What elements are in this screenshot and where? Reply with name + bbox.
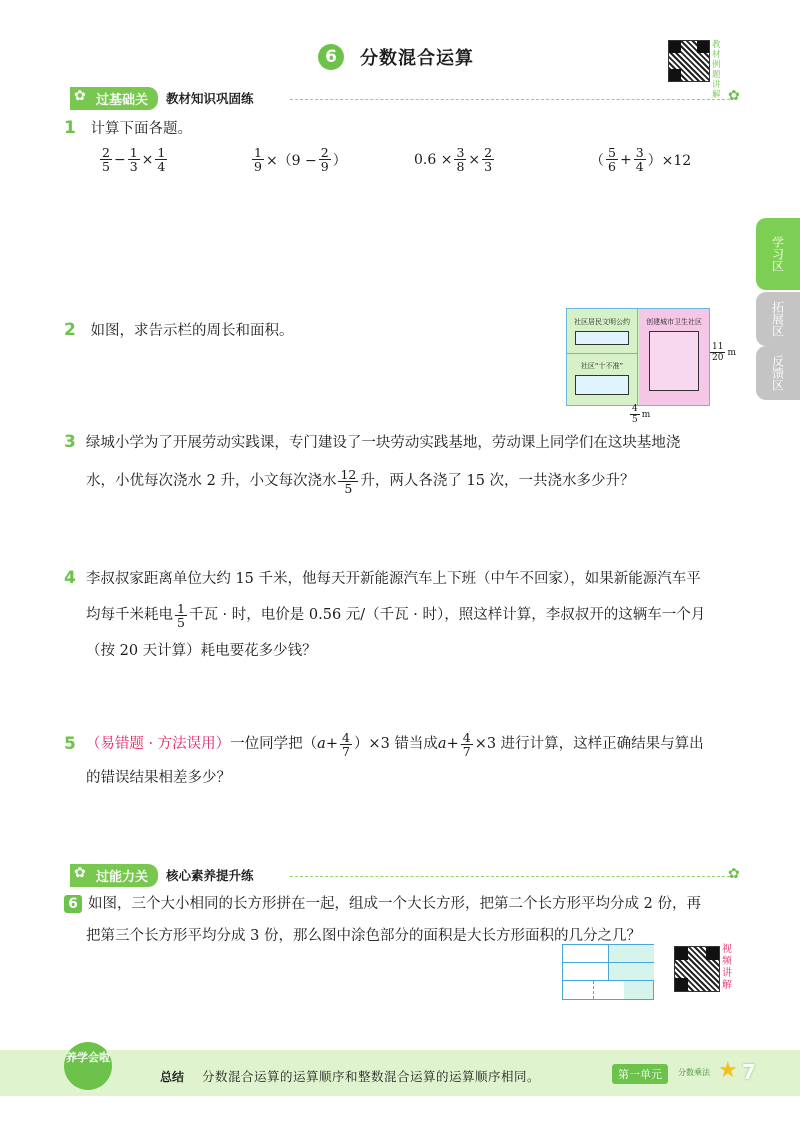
question-number: 2 [64, 320, 76, 340]
footer-logo: 养学会啦 [64, 1042, 112, 1090]
question-1 [64, 112, 192, 145]
expression-3: 0.6 × $\frac{3}{8}$ × $\frac{2}{3}$ [414, 145, 493, 174]
section-tag: ✿ 过基础关 [70, 87, 158, 110]
tab-study-area[interactable]: 学习区 [756, 218, 800, 290]
panel-left-top: 社区居民文明公约 [567, 309, 638, 354]
question-5: 5 （易错题 · 方法误用） 一位同学把（ a + $\frac{4}{7}$ ）×3 错当成 a + $\frac{4}{7}$ ×3 进行计算，这样正确结果与算出 的错误结果相差多少？ [64, 729, 704, 786]
flower-icon: ✿ [74, 864, 86, 881]
video-caption: 视频讲解 [722, 944, 732, 991]
question-number: 4 [64, 568, 76, 588]
question-4: 4 李叔叔家距离单位大约 15 千米，他每天开新能源汽车上下班（中午不回家），如果新能源汽车平 均每千米耗电 $\frac{1}{5}$ 千瓦 · 时，电价是 0.56 元/（千瓦 · 时），照这样计算，李叔叔开的这辆车一个月 （按 20 天计算）耗电要花多少钱？ [64, 568, 706, 659]
notice-board-figure [566, 308, 710, 406]
panel-left-bottom: 社区“十不准” [567, 354, 638, 405]
expression-1: $\frac{2}{5}$ − $\frac{1}{3}$ × $\frac{1}{4}$ [102, 145, 166, 174]
rect-2-shaded [608, 963, 654, 980]
question-number: 6 [64, 895, 82, 913]
qr-code-icon[interactable] [668, 40, 710, 82]
footer [0, 1050, 800, 1096]
question-6: 6 如图，三个大小相同的长方形拼在一起，组成一个大长方形，把第二个长方形平均分成 2 份，再 把第三个长方形平均分成 3 份，那么图中涂色部分的面积是大长方形面积的几分之几？ [64, 888, 754, 952]
expression-4: （ $\frac{5}{6}$ + $\frac{3}{4}$ ）×12 [590, 145, 692, 174]
rectangles-figure [562, 944, 654, 1000]
expression-2: $\frac{1}{9}$ ×（9 − $\frac{2}{9}$ ） [254, 145, 347, 174]
lesson-badge: 6 [318, 44, 344, 70]
section-banner-ability [70, 864, 254, 886]
tab-extension-area[interactable]: 拓展区 [756, 292, 800, 346]
divider [290, 99, 730, 100]
unit-label: 第一单元 [612, 1064, 668, 1084]
summary-text: 分数混合运算的运算顺序和整数混合运算的运算顺序相同。 [202, 1069, 541, 1084]
qr-caption: 教材例题讲解 [712, 40, 721, 100]
section-banner-basic [70, 87, 254, 109]
question-number: 3 [64, 432, 76, 452]
question-text: 计算下面各题。 [90, 121, 192, 137]
rect-3-shaded [624, 981, 653, 999]
question-2 [64, 314, 293, 347]
divider [290, 876, 730, 877]
question-number: 5 [64, 734, 76, 754]
width-label: $\frac{4}{5}$ m [632, 404, 651, 425]
tab-feedback-area[interactable]: 反馈区 [756, 346, 800, 400]
star-icon: ★ [718, 1058, 738, 1083]
height-label: $\frac{11}{20}$ m [712, 342, 736, 363]
error-prone-tag: （易错题 · 方法误用） [85, 736, 231, 752]
leaf-icon: ✿ [728, 866, 740, 882]
flower-icon: ✿ [74, 87, 86, 104]
rect-2-shaded [608, 945, 654, 962]
leaf-icon: ✿ [728, 88, 740, 104]
question-3: 3 绿城小学为了开展劳动实践课，专门建设了一块劳动实践基地，劳动课上同学们在这块基地浇 水，小优每次浇水 2 升，小文每次浇水 $\frac{12}{5}$ 升，两人各浇了 15 次，一共浇水多少升？ [64, 432, 681, 496]
section-subtitle: 教材知识巩固练 [166, 91, 254, 106]
rect-3-part [593, 981, 625, 999]
panel-right: 创建城市卫生社区 [639, 309, 709, 405]
page-number: 7 [742, 1060, 756, 1084]
page-title: 分数混合运算 [360, 48, 474, 69]
question-number: 1 [64, 118, 76, 138]
qr-code-icon[interactable] [674, 946, 720, 992]
section-subtitle: 核心素养提升练 [166, 868, 254, 883]
section-tag: ✿ 过能力关 [70, 864, 158, 887]
summary-label: 总结 [160, 1070, 185, 1084]
question-text: 如图，求告示栏的周长和面积。 [90, 323, 294, 339]
unit-sub: 分数乘法 [678, 1068, 710, 1077]
